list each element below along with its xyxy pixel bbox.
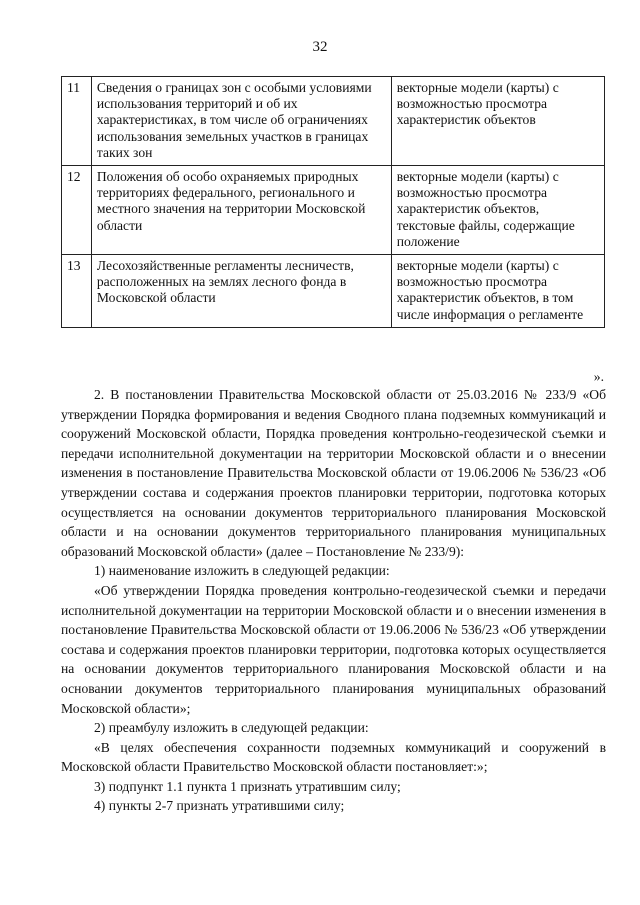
row-description: Сведения о границах зон с особыми условиями использования территорий и об их характеристиках, в том числе об ограничениях использования земельных участков в границах таких зон xyxy=(91,77,391,166)
data-types-table xyxy=(61,76,605,328)
paragraph-subitem-1: 1) наименование изложить в следующей редакции: xyxy=(94,563,390,579)
paragraph-subitem-4: 4) пункты 2-7 признать утратившими силу; xyxy=(94,798,345,814)
row-data-format: векторные модели (карты) с возможностью просмотра характеристик объектов, текстовые файлы, содержащие положение xyxy=(391,166,604,255)
table-row xyxy=(62,77,605,166)
document-body xyxy=(61,385,606,816)
row-description: Положения об особо охраняемых природных территориях федерального, регионального и местного значения на территории Московской области xyxy=(91,166,391,255)
paragraph-quoted-title: «Об утверждении Порядка проведения контрольно-геодезической съемки и передачи исполнительной документации на территории Московской области и о внесении изменения в постановление Правительства Московской области от 19.06.2006 № 536/23 «Об утверждении состава и содержания проектов планировки территории, подготовка которых осуществляется на основании документов территориального планирования Московской области и на основании документов территориального планирования муниципальных образований Московской области»; xyxy=(61,582,606,716)
row-data-format: векторные модели (карты) с возможностью просмотра характеристик объектов, в том числе информация о регламенте xyxy=(391,255,604,328)
row-number: 11 xyxy=(62,77,92,166)
table-row xyxy=(62,166,605,255)
table-closing-quote: ». xyxy=(593,369,604,384)
row-description: Лесохозяйственные регламенты лесничеств, расположенных на землях лесного фонда в Московской области xyxy=(91,255,391,328)
paragraph-subitem-2: 2) преамбулу изложить в следующей редакции: xyxy=(94,720,369,736)
paragraph-item-2: 2. В постановлении Правительства Московской области от 25.03.2016 № 233/9 «Об утверждении Порядка формирования и ведения Сводного плана подземных коммуникаций и сооружений Московской области, Порядка проведения контрольно-геодезической съемки и передачи исполнительной документации на территории Московской области и о внесении изменения в постановление Правительства Московской области от 19.06.2006 № 536/23 «Об утверждении состава и содержания проектов планировки территории, подготовка которых осуществляется на основании документов территориального планирования Московской области и на основании документов территориального планирования муниципальных образований Московской области» (далее – Постановление № 233/9): xyxy=(61,387,606,559)
row-number: 13 xyxy=(62,255,92,328)
row-number: 12 xyxy=(62,166,92,255)
row-data-format: векторные модели (карты) с возможностью просмотра характеристик объектов xyxy=(391,77,604,166)
page-number: 32 xyxy=(312,39,328,55)
table-row xyxy=(62,255,605,328)
paragraph-subitem-3: 3) подпункт 1.1 пункта 1 признать утратившим силу; xyxy=(94,778,401,794)
paragraph-quoted-preamble: «В целях обеспечения сохранности подземных коммуникаций и сооружений в Московской области Правительство Московской области постановляет:»; xyxy=(61,739,606,775)
